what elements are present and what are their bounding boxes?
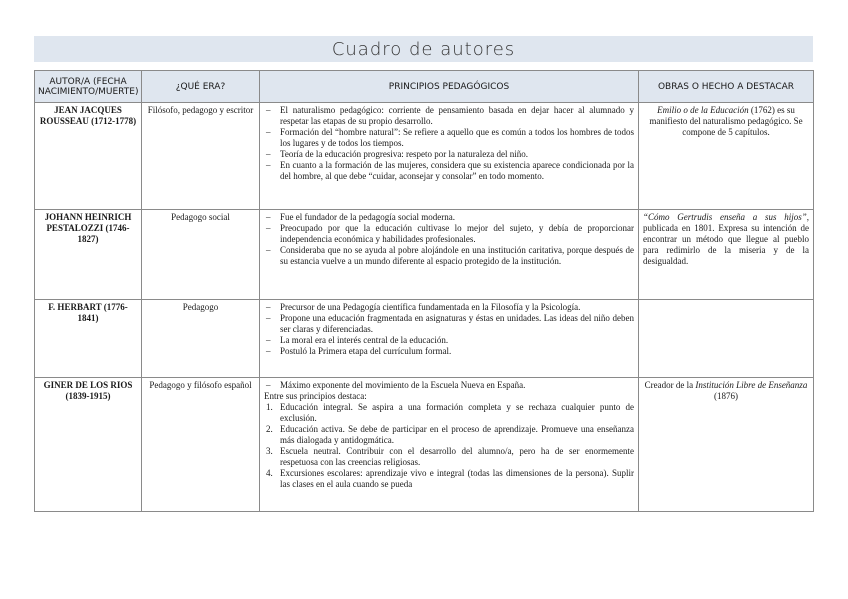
list-item: – En cuanto a la formación de las mujeres, considera que su existencia aparece condicionada por la del hombre, al que debe “cuidar, aconsejar y consolar” en todo momento. (264, 160, 634, 182)
author-cell: GINER DE LOS RIOS (1839-1915) (35, 378, 142, 512)
header-role: ¿QUÉ ERA? (142, 71, 260, 103)
list-item: – Teoría de la educación progresiva: respeto por la naturaleza del niño. (264, 149, 634, 160)
work-description: publicada en 1801. Expresa su intención de encontrar un método que llegue al pueblo para redimirlo de la miseria y de la desigualdad. (643, 223, 809, 266)
work-description: (1762) es su manifiesto del naturalismo pedagógico. Se compone de 5 capítulos. (649, 105, 803, 137)
list-item: – Formación del “hombre natural”: Se refiere a aquello que es común a todos los hombres de todos los lugares y de todos los tiempos. (264, 127, 634, 149)
numbered-item-text: Escuela neutral. Contribuir con el desarrollo del alumno/a, pero ha de ser enormemente respetuosa con las creencias religiosas. (280, 446, 634, 467)
list-item: – La moral era el interés central de la educación. (264, 335, 634, 346)
numbered-item-text: Excursiones escolares: aprendizaje vivo e integral (todas las dimensiones de la persona). Suplir las clases en el aula cuando se pueda (280, 468, 634, 489)
role-cell: Pedagogo (142, 300, 260, 378)
work-prefix: Creador de la (644, 380, 694, 390)
principles-cell (260, 300, 639, 378)
work-title: “Cómo Gertrudis enseña a sus hijos”, (643, 212, 809, 222)
numbered-item: 2. Educación activa. Se debe de participar en el proceso de aprendizaje. Promueve una enseñanza más dialogada y antidogmática. (266, 424, 634, 445)
list-item: – Precursor de una Pedagogía científica fundamentada en la Filosofía y la Psicología. (264, 302, 634, 313)
works-cell (639, 300, 814, 378)
header-works: OBRAS O HECHO A DESTACAR (639, 71, 814, 103)
list-item: – Preocupado por que la educación cultivase lo mejor del sujeto, y debía de proporcionar independencia económica y habilidades profesionales. (264, 223, 634, 245)
list-item: – Fue el fundador de la pedagogía social moderna. (264, 212, 634, 223)
table-row (35, 378, 814, 512)
principles-cell (260, 210, 639, 300)
numbered-item: 1. Educación integral. Se aspira a una formación completa y se rechaza cualquier punto de exclusión. (266, 402, 634, 423)
numbered-item: 3. Escuela neutral. Contribuir con el desarrollo del alumno/a, pero ha de ser enormemente respetuosa con las creencias religiosas. (266, 446, 634, 467)
work-description: (1876) (714, 391, 738, 401)
authors-table (34, 70, 814, 512)
list-item: – Propone una educación fragmentada en asignaturas y éstas en unidades. Las ideas del niño deben ser claras y diferenciadas. (264, 313, 634, 335)
list-item: – Consideraba que no se ayuda al pobre alojándole en una institución caritativa, porque después de su estancia vuelve a un mundo diferente al espacio protegido de la institución. (264, 245, 634, 267)
header-row (35, 71, 814, 103)
header-principles: PRINCIPIOS PEDAGÓGICOS (260, 71, 639, 103)
list-item: – Postuló la Primera etapa del currículum formal. (264, 346, 634, 357)
author-cell: JEAN JACQUES ROUSSEAU (1712-1778) (35, 103, 142, 210)
work-title: Institución Libre de Enseñanza (695, 380, 808, 390)
title-bar (34, 36, 813, 62)
table-row (35, 300, 814, 378)
table-row (35, 103, 814, 210)
author-cell: JOHANN HEINRICH PESTALOZZI (1746-1827) (35, 210, 142, 300)
list-item: – Máximo exponente del movimiento de la Escuela Nueva en España. (264, 380, 634, 391)
numbered-item-text: Educación activa. Se debe de participar en el proceso de aprendizaje. Promueve una enseñanza más dialogada y antidogmática. (280, 424, 634, 445)
works-cell (639, 378, 814, 512)
role-cell: Filósofo, pedagogo y escritor (142, 103, 260, 210)
numbered-item: 4. Excursiones escolares: aprendizaje vivo e integral (todas las dimensiones de la persona). Suplir las clases en el aula cuando se pueda (266, 468, 634, 489)
header-author: AUTOR/A (FECHA NACIMIENTO/MUERTE) (35, 71, 142, 103)
principles-cell (260, 378, 639, 512)
author-cell: F. HERBART (1776-1841) (35, 300, 142, 378)
page-title: Cuadro de autores (331, 38, 516, 60)
role-cell: Pedagogo y filósofo español (142, 378, 260, 512)
list-item: – El naturalismo pedagógico: corriente de pensamiento basada en dejar hacer al alumnado y respetar las etapas de su propio desarrollo. (264, 105, 634, 127)
table-row (35, 210, 814, 300)
works-cell (639, 103, 814, 210)
principles-cell (260, 103, 639, 210)
principles-intro: Entre sus principios destaca: (264, 391, 367, 401)
numbered-item-text: Educación integral. Se aspira a una formación completa y se rechaza cualquier punto de exclusión. (280, 402, 634, 423)
works-cell (639, 210, 814, 300)
work-title: Emilio o de la Educación (657, 105, 749, 115)
role-cell: Pedagogo social (142, 210, 260, 300)
